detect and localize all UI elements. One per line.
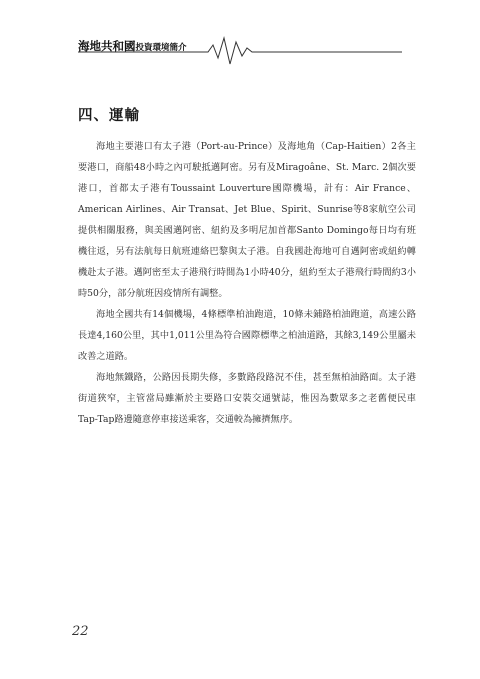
header-title-sub: 投資環境簡介 [135,43,187,53]
header-title-main: 海地共和國 [78,39,136,53]
header-title [78,38,187,54]
page-number: 22 [72,624,89,639]
header-rule-wave-icon [0,0,480,70]
paragraph-railways-traffic: 海地無鐵路，公路因長期失修，多數路段路況不佳，甚至無柏油路面。太子港街道狹窄，主管當局雖漸於主要路口安裝交通號誌，惟因為數眾多之老舊便民車Tap-Tap路邊隨意停車接送乘客，交通較為擁擠無序。 [78,372,416,425]
paragraph-airports-roads: 海地全國共有14個機場，4條標準柏油跑道，10條未鋪路柏油跑道，高速公路長達4,160公里，其中1,011公里為符合國際標準之柏油道路，其餘3,149公里屬未改善之道路。 [78,309,416,362]
body-text [78,136,416,430]
paragraph-ports-airports: 海地主要港口有太子港（Port-au-Prince）及海地角（Cap-Haitien）2各主要港口，商船48小時之內可駛抵邁阿密。另有及Miragoâne、St. Marc. 2個次要港口，首都太子港有Toussaint Louverture國際機場，計有：Air France、American Airlines、Air Transat、Jet Blue、Spirit、Sunrise等8家航空公司提供相關服務，與美國邁阿密、紐約及多明尼加首都Santo Domingo每日均有班機往返，另有法航每日航班連絡巴黎與太子港。自我國赴海地可自邁阿密或紐約轉機赴太子港。邁阿密至太子港飛行時間為1小時40分，紐約至太子港飛行時間約3小時50分，部分航班因疫情所有調整。 [78,141,416,299]
section-title: 四、運輸 [78,107,140,124]
page-header [0,0,480,70]
